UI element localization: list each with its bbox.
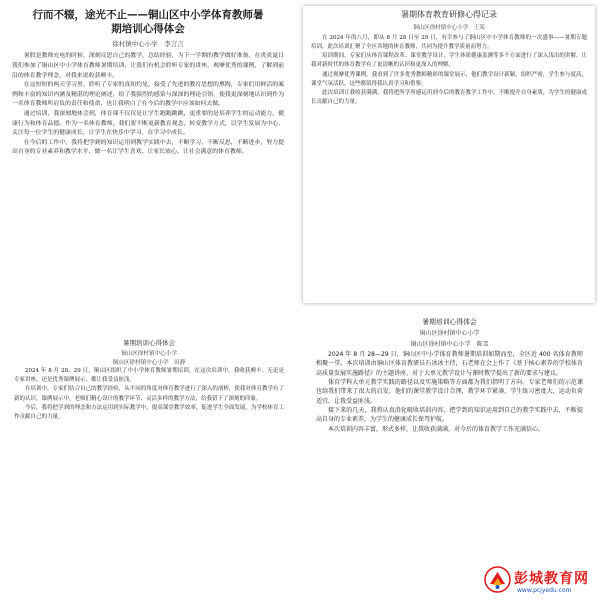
paragraph: 此次培训让我收获满满，我将把所学所感运用到今后的教育教学工作中，不断提升自身素质，为学生的健康成长贡献自己的力量。	[311, 90, 587, 106]
closing-line: 本次培训内容丰富，形式多样，让我收获满满，对今后的体育教学工作充满信心。	[328, 425, 545, 433]
school-line: 铜山区徐村镇中心小学	[419, 330, 480, 338]
paragraph: 培训期间，专家们从体育课程改革、课堂教学设计、学生体质健康监测等多个方面进行了深入浅出的讲解，让我对新时代的体育教学有了更清晰的认识和更深入的理解。	[311, 53, 587, 69]
author-line: 铜山区徐村镇中心小学 陈雪	[410, 341, 489, 349]
paragraph: 在培训中，专家们结合自己的教学经验，从不同的角度对体育教学进行了深入的剖析，使我对体育教学有了新的认识。课例展示中，老师们精心设计的教学环节、灵活多样的教学方法，给我留下了深刻的印象。	[14, 386, 284, 402]
document-page-1	[2, 2, 294, 287]
site-name: 彭城教育网	[514, 571, 589, 587]
document-title: 暑期培训心得体会	[123, 339, 175, 347]
paragraph: 在这短短的两天学习里，聆听了专家的真知灼见，接受了先进的教育思想的熏陶，专家们用鲜活的案例和丰富的知识内涵及精湛的理论阐述，给了我强烈的感染与深深的理论引领，使我更深刻地认识到作为一名体育教师所肩负的责任和使命，也让我明白了在今后的教学中应该如何去做。	[12, 82, 284, 108]
paragraph: 暑假是教师充电的时候，深刻反思自己的教学，总结经验，为下一学期的教学做好准备。在炎炎夏日我们参加了铜山区中小学体育教师暑期培训，让我们有机会聆听专家的讲座，观摩优秀的课例，了解到前沿的体育教学理念，对我来说收获颇丰。	[12, 53, 284, 79]
document-title: 暑期培训心得体会	[422, 318, 477, 326]
site-watermark	[484, 566, 596, 598]
document-page-3	[4, 333, 294, 595]
paragraph: 在 2024 年的八月，即从 8 月 28 日至 29 日，有幸参与了铜山区中小学体育教师的一次盛事——暑期专题培训。此次培训汇聚了全区各地的体育教师，共同为提升教学质量而努力。	[311, 34, 587, 50]
paragraph: 2024 年 8 月 28—29 日，铜山区中小学体育教师暑期培训如期而至，全区近 400 名体育教师相聚一堂。本次培训由铜山区体育教研员石冰冰主持，石老师在会上作了《基于核心素养的学校体育高质量发展实施路径》的主题讲座，对于大单元教学设计与课时教学提出了新的要求与建议。	[316, 351, 583, 377]
site-url: www.pcjyedu.com	[517, 587, 572, 594]
site-logo-icon	[484, 566, 511, 593]
title-line-1: 行而不辍，途光不止——铜山区中小学体育教师暑	[32, 9, 264, 21]
paragraph: 通过观摩优秀课例，我看到了许多优秀教师精彩的课堂展示，他们教学设计新颖，组织严密，学生参与度高，课堂气氛活跃，这些都值得我认真学习和借鉴。	[311, 71, 587, 87]
paragraph: 2024 年 8 月 28、29 日，铜山区组织了中小学体育教师暑期培训，在这次培训中，我收获颇丰。无论是专家讲座，还是优秀课例展示，都让我受益匪浅。	[14, 367, 284, 384]
author-line: 徐村镇中心小学 李言言	[112, 40, 184, 49]
document-page-4	[306, 312, 593, 564]
paragraph: 体育学科大单元教学实践的路径以及实施策略等方面都为我们指明了方向。专家老师们的示范课也给我们带来了很大的启发，他们的课堂教学设计合理，教学环节紧凑，学生练习密度大，运动负荷适宜，让我受益匪浅。	[316, 379, 583, 405]
paragraph: 通过培训，我深刻地体会到，体育课不仅仅是让学生跑跑跳跳，更重要的是培养学生的运动能力、健康行为和体育品德。作为一名体育教师，我们要不断更新教育观念，转变教学方式，以学生发展为中心，关注每一位学生的健康成长，让学生在快乐中学习，在学习中成长。	[12, 110, 284, 137]
paragraph: 今后，我将把学到的理念和方法运用到实际教学中，提高课堂教学效率，促进学生全面发展，为学校体育工作贡献自己的力量。	[14, 404, 284, 421]
document-title	[12, 8, 284, 36]
author-line: 铜山区徐村镇中心小学 田静	[112, 359, 186, 366]
title-line-2: 期培训心得体会	[111, 23, 185, 36]
school-line: 铜山区徐村镇中心小学	[121, 350, 177, 357]
author-line: 铜山区徐村镇中心小学 王某	[413, 24, 485, 31]
document-title: 暑期体育教育研修心得记录	[401, 10, 497, 19]
paragraph: 在今后的工作中，我将把学到的知识运用到教学实践中去，不断学习，不断反思，不断进步，努力提高自身的专业素养和教学水平，做一名让学生喜欢、让家长放心、让社会满意的体育教师。	[12, 139, 284, 156]
paragraph: 接下来的几天，我将认真消化吸收培训内容，把学到的知识运用到自己的教学实践中去，不断提高自身的专业素养，为学生的健康成长保驾护航。	[316, 406, 583, 424]
document-page-2	[303, 6, 595, 303]
